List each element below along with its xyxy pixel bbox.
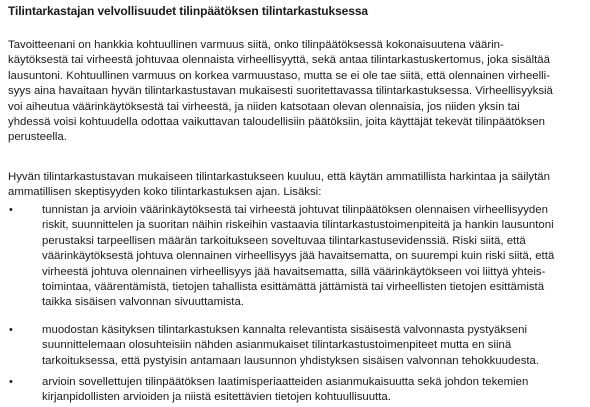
- text-line: voi aiheutua väärinkäytöksestä tai virheestä, ja niiden katsotaan olevan olennaisia, jos niiden yksin tai: [8, 100, 520, 113]
- paragraph-objectives: [8, 38, 580, 146]
- text-line: käytöksestä tai virheestä johtuvaa olennaista virheellisyyttä, sekä antaa tilintarkastuskertomus, joka sisältää: [8, 54, 550, 67]
- list-item-text: [42, 323, 582, 369]
- bullet-icon: •: [9, 376, 13, 388]
- text-line: riskit, suunnittelen ja suoritan näihin riskeihin vastaavia tilintarkastustoimenpiteitä ja hankin lausuntoni: [42, 219, 554, 232]
- text-line: perustaksi tarpeellisen määrän tarkoitukseen soveltuvaa tilintarkastusevidenssiä. Riski siitä, että: [42, 234, 526, 247]
- text-line: väärinkäytöksestä johtuva olennainen virheellisyys jää havaitsematta, on suurempi kuin riski siitä, että: [42, 250, 555, 263]
- text-line: toimintaa, väärentämistä, tietojen tahallista esittämättä jättämistä tai virheellisten tietojen esittämistä: [42, 281, 545, 294]
- text-line: ammatillisen skeptisyyden koko tilintarkastuksen ajan. Lisäksi:: [8, 186, 322, 199]
- text-line: taikka sisäisen valvonnan sivuuttamista.: [42, 296, 244, 309]
- text-line: muodostan käsityksen tilintarkastuksen kannalta relevantista sisäisestä valvonnasta pystyäkseni: [42, 324, 527, 336]
- text-line: kirjanpidollisten arvioiden ja niistä esitettävien tietojen kohtuullisuutta.: [42, 391, 391, 404]
- paragraph-professional-judgement: [8, 170, 580, 201]
- text-line: yhdessä voisi kohtuudella odottaa vaikuttavan taloudellisiin päätöksiin, joita käyttäjät tekevät tilinpäätöksen: [8, 116, 545, 129]
- text-line: perusteella.: [8, 131, 67, 144]
- text-line: lausuntoni. Kohtuullinen varmuus on korkea varmuustaso, mutta se ei ole tae siitä, että olennainen virheelli-: [8, 69, 550, 82]
- text-line: virheestä johtuva olennainen virheellisyys jää havaitsematta, sillä väärinkäytökseen voi liittyä yhteis-: [42, 265, 546, 278]
- text-line: suunnittelemaan olosuhteisiin nähden asianmukaiset tilintarkastustoimenpiteet mutta en siinä: [42, 339, 512, 352]
- text-line: tunnistan ja arvioin väärinkäytöksestä tai virheestä johtuvat tilinpäätöksen olennaisen virheellisyyden: [42, 204, 548, 216]
- bullet-icon: •: [9, 324, 13, 336]
- text-line: arvioin sovellettujen tilinpäätöksen laatimisperiaatteiden asianmukaisuutta sekä johdon tekemien: [42, 376, 529, 388]
- bullet-icon: •: [9, 204, 13, 216]
- section-heading: Tilintarkastajan velvollisuudet tilinpäätöksen tilintarkastuksessa: [8, 4, 368, 18]
- text-line: syys aina havaitaan hyvän tilintarkastustavan mukaisesti suoritettavassa tilintarkastuksessa. Virheellisyyksiä: [8, 85, 553, 98]
- list-item-text: [42, 203, 582, 311]
- text-line: Tavoitteenani on hankkia kohtuullinen varmuus siitä, onko tilinpäätöksessä kokonaisuutena väärin-: [8, 39, 504, 51]
- text-line: Hyvän tilintarkastustavan mukaiseen tilintarkastukseen kuuluu, että käytän ammatillista harkintaa ja säilytän: [8, 171, 550, 183]
- text-line: tarkoituksessa, että pystyisin antamaan lausunnon yhdistyksen sisäisen valvonnan tehokkuudesta.: [42, 354, 540, 367]
- list-item-text: [42, 375, 582, 406]
